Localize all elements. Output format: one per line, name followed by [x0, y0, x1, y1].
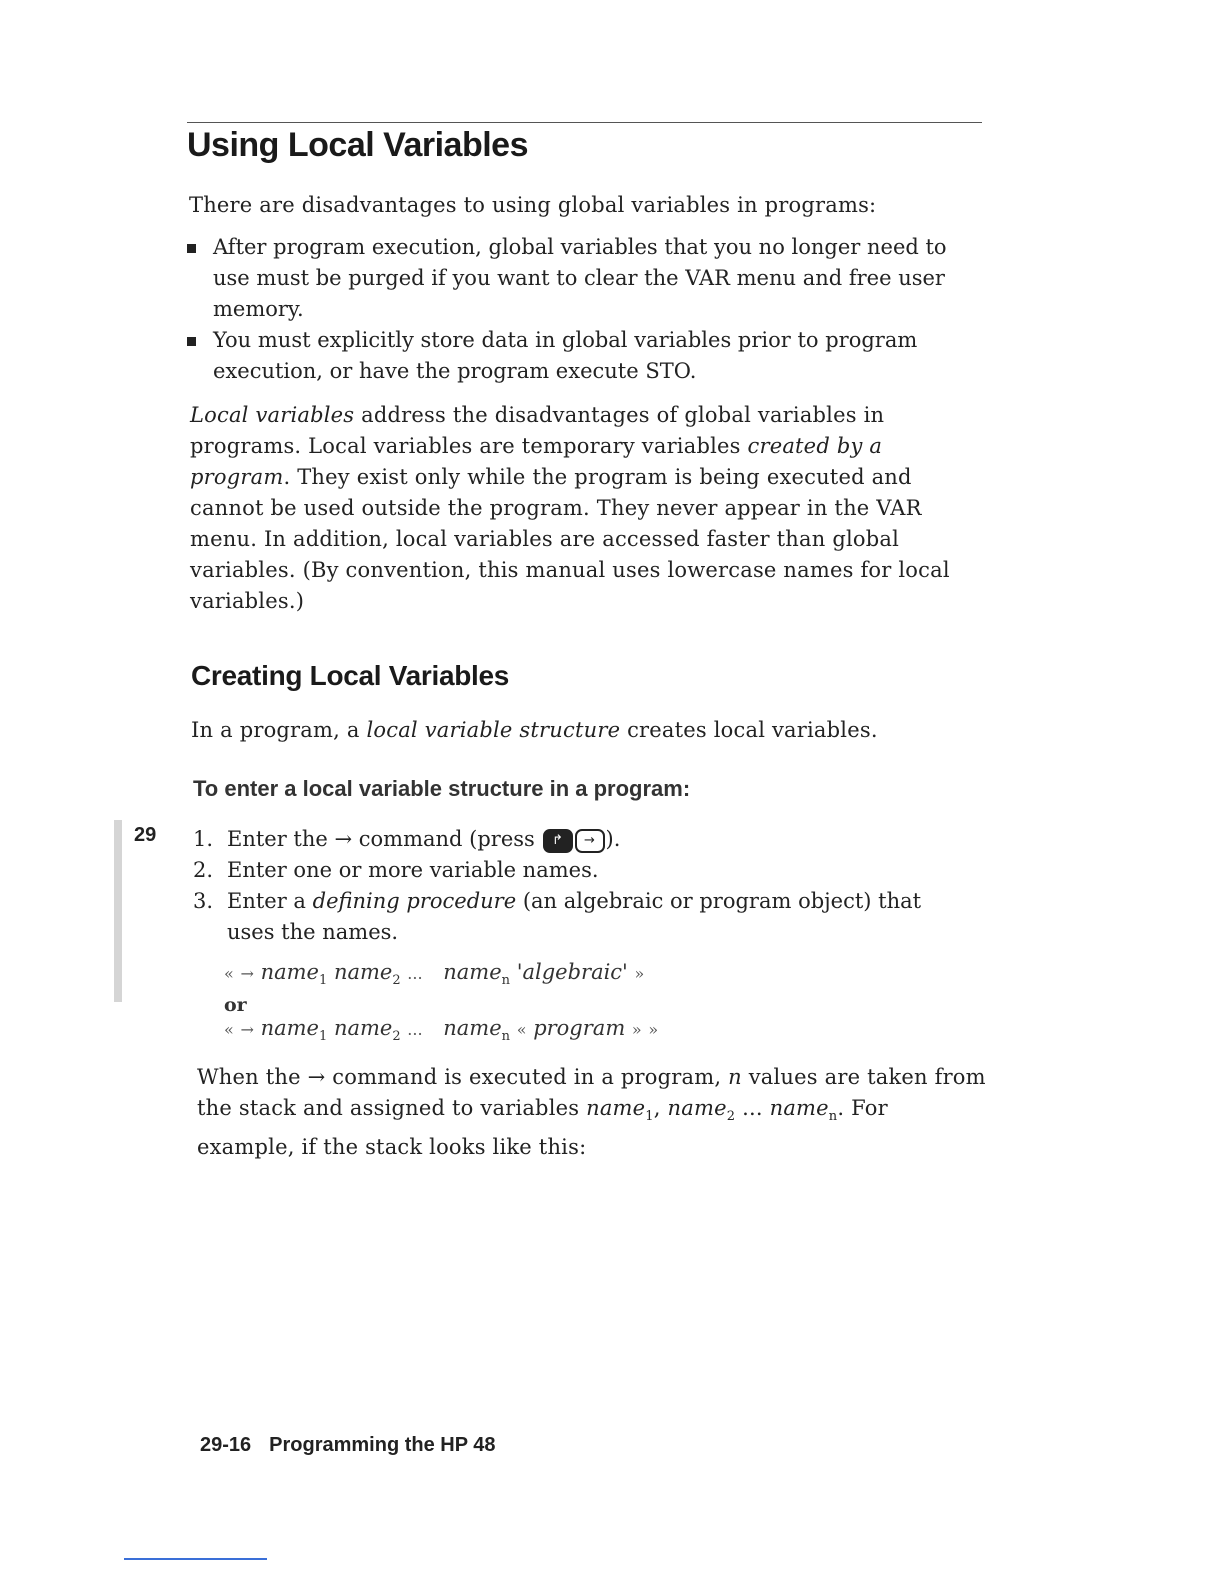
syntax-program: « → name$_1$ name$_2$ ... name$_n$ « program » » — [224, 1016, 659, 1045]
right-shift-key-icon: ↱ — [543, 829, 573, 853]
chapter-margin-bar — [114, 820, 122, 1002]
list-item: 3. Enter a defining procedure (an algebraic or program object) that uses the names. — [193, 889, 922, 944]
edge-line — [124, 1558, 267, 1560]
procedure-steps — [193, 824, 963, 948]
execution-paragraph: When the → command is executed in a program, n values are taken from the stack and assigned to variables name$_1$, name$_2$ ... name$_n$. For example, if the stack looks like this: — [197, 1065, 986, 1160]
or-separator: or — [224, 994, 247, 1016]
section-title: Using Local Variables — [187, 126, 528, 164]
list-item: 1. Enter the → command (press ↱ → ). — [193, 827, 621, 851]
list-item: 2. Enter one or more variable names. — [193, 858, 599, 882]
procedure-heading: To enter a local variable structure in a program: — [193, 776, 691, 801]
list-item: After program execution, global variables that you no longer need to use must be purged if you want to clear the VAR menu and free user memory. — [187, 232, 977, 325]
page-number: 29-16 — [200, 1434, 252, 1456]
subsection-title: Creating Local Variables — [191, 660, 510, 691]
intro-paragraph: There are disadvantages to using global variables in programs: — [189, 193, 877, 217]
local-variables-paragraph: Local variables address the disadvantages of global variables in programs. Local variables are temporary variables created by a program. They exist only while the program is being executed and cannot be used outside the program. They never appear in the VAR menu. In addition, local variables are accessed faster than global variables. (By convention, this manual uses lowercase names for local variables.) — [190, 403, 950, 613]
syntax-algebraic: « → name$_1$ name$_2$ ... name$_n$ 'algebraic' » — [224, 960, 645, 989]
chapter-margin-number: 29 — [134, 824, 157, 846]
bullet-square-icon — [187, 244, 196, 253]
top-rule — [187, 122, 982, 123]
list-item: You must explicitly store data in global variables prior to program execution, or have the program execute STO. — [187, 325, 977, 387]
structure-paragraph: In a program, a local variable structure creates local variables. — [191, 718, 878, 742]
arrow-key-icon: → — [575, 829, 605, 853]
disadvantage-list — [187, 232, 977, 387]
page-footer — [200, 1434, 496, 1457]
bullet-square-icon — [187, 337, 196, 346]
footer-title: Programming the HP 48 — [269, 1434, 496, 1456]
